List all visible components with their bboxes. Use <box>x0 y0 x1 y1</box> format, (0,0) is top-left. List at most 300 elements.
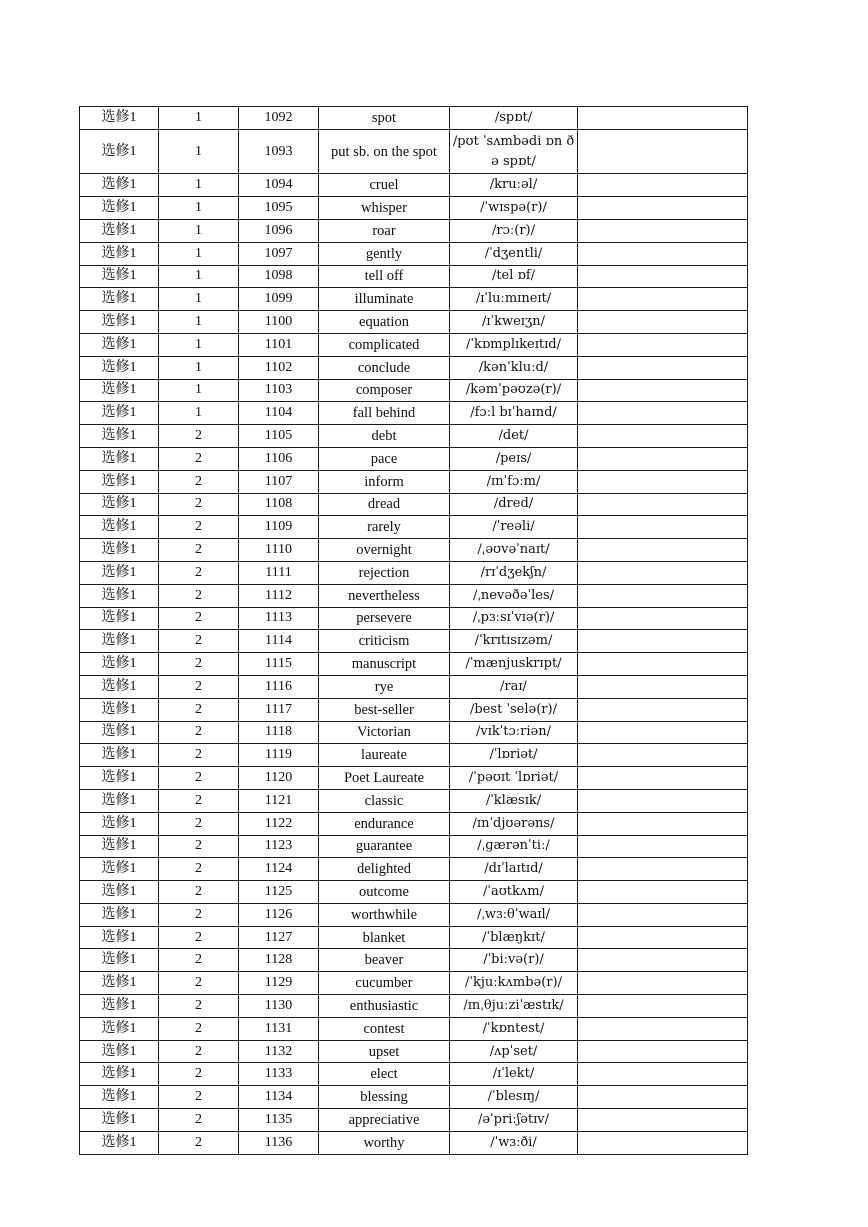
word-cell: enthusiastic <box>319 995 450 1018</box>
table-row <box>80 1017 748 1040</box>
table-row <box>80 698 748 721</box>
table-row <box>80 653 748 676</box>
entry-number-cell: 1107 <box>239 470 319 493</box>
unit-cell: 2 <box>159 653 239 676</box>
book-cell: 选修1 <box>80 881 159 904</box>
blank-cell <box>578 926 748 949</box>
unit-cell: 2 <box>159 1131 239 1154</box>
word-cell: upset <box>319 1040 450 1063</box>
word-cell: guarantee <box>319 835 450 858</box>
blank-cell <box>578 653 748 676</box>
unit-cell: 2 <box>159 698 239 721</box>
table-row <box>80 1109 748 1132</box>
phonetic-cell: /ɪnˈfɔːm/ <box>450 470 578 493</box>
blank-cell <box>578 949 748 972</box>
entry-number-cell: 1125 <box>239 881 319 904</box>
entry-number-cell: 1096 <box>239 219 319 242</box>
entry-number-cell: 1114 <box>239 630 319 653</box>
table-row <box>80 1040 748 1063</box>
unit-cell: 2 <box>159 584 239 607</box>
book-cell: 选修1 <box>80 607 159 630</box>
book-cell: 选修1 <box>80 516 159 539</box>
phonetic-cell: /ˈwɪspə(r)/ <box>450 197 578 220</box>
unit-cell: 2 <box>159 607 239 630</box>
entry-number-cell: 1122 <box>239 812 319 835</box>
unit-cell: 1 <box>159 174 239 197</box>
word-cell: outcome <box>319 881 450 904</box>
word-cell: spot <box>319 107 450 130</box>
entry-number-cell: 1104 <box>239 402 319 425</box>
book-cell: 选修1 <box>80 949 159 972</box>
word-cell: laureate <box>319 744 450 767</box>
book-cell: 选修1 <box>80 972 159 995</box>
phonetic-cell: /fɔːl bɪˈhaɪnd/ <box>450 402 578 425</box>
phonetic-cell: /det/ <box>450 425 578 448</box>
entry-number-cell: 1097 <box>239 242 319 265</box>
phonetic-cell: /ˈkjuːkʌmbə(r)/ <box>450 972 578 995</box>
blank-cell <box>578 1131 748 1154</box>
table-row <box>80 174 748 197</box>
word-cell: put sb. on the spot <box>319 129 450 174</box>
word-cell: blessing <box>319 1086 450 1109</box>
phonetic-cell: /ˌɡærənˈtiː/ <box>450 835 578 858</box>
table-row <box>80 493 748 516</box>
phonetic-cell: /ˈbiːvə(r)/ <box>450 949 578 972</box>
table-row <box>80 721 748 744</box>
table-row <box>80 197 748 220</box>
blank-cell <box>578 333 748 356</box>
phonetic-cell: /ˈmænjuskrɪpt/ <box>450 653 578 676</box>
blank-cell <box>578 561 748 584</box>
entry-number-cell: 1134 <box>239 1086 319 1109</box>
phonetic-cell: /ˌpɜːsɪˈvɪə(r)/ <box>450 607 578 630</box>
book-cell: 选修1 <box>80 630 159 653</box>
entry-number-cell: 1126 <box>239 903 319 926</box>
unit-cell: 1 <box>159 402 239 425</box>
entry-number-cell: 1116 <box>239 675 319 698</box>
phonetic-cell: /ˈlɒriət/ <box>450 744 578 767</box>
word-cell: appreciative <box>319 1109 450 1132</box>
unit-cell: 1 <box>159 219 239 242</box>
table-row <box>80 675 748 698</box>
word-cell: worthy <box>319 1131 450 1154</box>
book-cell: 选修1 <box>80 1017 159 1040</box>
phonetic-cell: /ˈkɒmplɪkeɪtɪd/ <box>450 333 578 356</box>
entry-number-cell: 1106 <box>239 447 319 470</box>
entry-number-cell: 1105 <box>239 425 319 448</box>
table-row <box>80 1131 748 1154</box>
table-row <box>80 288 748 311</box>
unit-cell: 2 <box>159 1086 239 1109</box>
word-cell: persevere <box>319 607 450 630</box>
entry-number-cell: 1130 <box>239 995 319 1018</box>
blank-cell <box>578 835 748 858</box>
book-cell: 选修1 <box>80 447 159 470</box>
table-row <box>80 835 748 858</box>
word-cell: illuminate <box>319 288 450 311</box>
blank-cell <box>578 447 748 470</box>
phonetic-cell: /ˈwɜːði/ <box>450 1131 578 1154</box>
table-row <box>80 516 748 539</box>
entry-number-cell: 1123 <box>239 835 319 858</box>
phonetic-cell: /ɪˈkweɪʒn/ <box>450 311 578 334</box>
book-cell: 选修1 <box>80 858 159 881</box>
unit-cell: 1 <box>159 197 239 220</box>
blank-cell <box>578 493 748 516</box>
blank-cell <box>578 219 748 242</box>
entry-number-cell: 1095 <box>239 197 319 220</box>
blank-cell <box>578 197 748 220</box>
phonetic-cell: /peɪs/ <box>450 447 578 470</box>
entry-number-cell: 1109 <box>239 516 319 539</box>
phonetic-cell: /best ˈselə(r)/ <box>450 698 578 721</box>
unit-cell: 1 <box>159 333 239 356</box>
table-row <box>80 972 748 995</box>
blank-cell <box>578 744 748 767</box>
entry-number-cell: 1115 <box>239 653 319 676</box>
entry-number-cell: 1098 <box>239 265 319 288</box>
blank-cell <box>578 630 748 653</box>
unit-cell: 2 <box>159 425 239 448</box>
entry-number-cell: 1101 <box>239 333 319 356</box>
word-cell: elect <box>319 1063 450 1086</box>
word-cell: inform <box>319 470 450 493</box>
table-row <box>80 311 748 334</box>
blank-cell <box>578 107 748 130</box>
word-cell: best-seller <box>319 698 450 721</box>
entry-number-cell: 1110 <box>239 539 319 562</box>
word-cell: complicated <box>319 333 450 356</box>
phonetic-cell: /kruːəl/ <box>450 174 578 197</box>
entry-number-cell: 1092 <box>239 107 319 130</box>
unit-cell: 1 <box>159 311 239 334</box>
entry-number-cell: 1136 <box>239 1131 319 1154</box>
unit-cell: 2 <box>159 789 239 812</box>
book-cell: 选修1 <box>80 789 159 812</box>
phonetic-cell: /ˈkɒntest/ <box>450 1017 578 1040</box>
unit-cell: 2 <box>159 995 239 1018</box>
word-cell: tell off <box>319 265 450 288</box>
blank-cell <box>578 311 748 334</box>
phonetic-cell: /ˈblesɪŋ/ <box>450 1086 578 1109</box>
entry-number-cell: 1112 <box>239 584 319 607</box>
table-row <box>80 356 748 379</box>
entry-number-cell: 1118 <box>239 721 319 744</box>
table-row <box>80 858 748 881</box>
entry-number-cell: 1132 <box>239 1040 319 1063</box>
entry-number-cell: 1094 <box>239 174 319 197</box>
book-cell: 选修1 <box>80 835 159 858</box>
blank-cell <box>578 607 748 630</box>
phonetic-cell: /vɪkˈtɔːriən/ <box>450 721 578 744</box>
unit-cell: 2 <box>159 447 239 470</box>
book-cell: 选修1 <box>80 470 159 493</box>
table-row <box>80 425 748 448</box>
book-cell: 选修1 <box>80 1063 159 1086</box>
vocabulary-table-body <box>80 107 748 1155</box>
phonetic-cell: /ɪˈlekt/ <box>450 1063 578 1086</box>
table-row <box>80 744 748 767</box>
word-cell: cucumber <box>319 972 450 995</box>
word-cell: cruel <box>319 174 450 197</box>
entry-number-cell: 1103 <box>239 379 319 402</box>
blank-cell <box>578 903 748 926</box>
entry-number-cell: 1113 <box>239 607 319 630</box>
word-cell: criticism <box>319 630 450 653</box>
book-cell: 选修1 <box>80 767 159 790</box>
word-cell: contest <box>319 1017 450 1040</box>
book-cell: 选修1 <box>80 379 159 402</box>
blank-cell <box>578 721 748 744</box>
phonetic-cell: /ɪnˌθjuːziˈæstɪk/ <box>450 995 578 1018</box>
unit-cell: 2 <box>159 675 239 698</box>
blank-cell <box>578 174 748 197</box>
word-cell: gently <box>319 242 450 265</box>
word-cell: rejection <box>319 561 450 584</box>
unit-cell: 2 <box>159 561 239 584</box>
unit-cell: 2 <box>159 1063 239 1086</box>
book-cell: 选修1 <box>80 903 159 926</box>
book-cell: 选修1 <box>80 539 159 562</box>
phonetic-cell: /ˈkrɪtɪsɪzəm/ <box>450 630 578 653</box>
word-cell: equation <box>319 311 450 334</box>
phonetic-cell: /ɪnˈdjʊərəns/ <box>450 812 578 835</box>
phonetic-cell: /tel ɒf/ <box>450 265 578 288</box>
blank-cell <box>578 972 748 995</box>
phonetic-cell: /ˈpəʊɪt ˈlɒriət/ <box>450 767 578 790</box>
blank-cell <box>578 470 748 493</box>
table-row <box>80 219 748 242</box>
blank-cell <box>578 1086 748 1109</box>
book-cell: 选修1 <box>80 995 159 1018</box>
book-cell: 选修1 <box>80 107 159 130</box>
book-cell: 选修1 <box>80 174 159 197</box>
unit-cell: 2 <box>159 835 239 858</box>
book-cell: 选修1 <box>80 698 159 721</box>
blank-cell <box>578 1063 748 1086</box>
blank-cell <box>578 425 748 448</box>
entry-number-cell: 1121 <box>239 789 319 812</box>
word-cell: manuscript <box>319 653 450 676</box>
phonetic-cell: /pʊt ˈsʌmbədi ɒn ð ə spɒt/ <box>450 129 578 174</box>
blank-cell <box>578 1017 748 1040</box>
phonetic-cell: /ˌəʊvəˈnaɪt/ <box>450 539 578 562</box>
phonetic-cell: /dred/ <box>450 493 578 516</box>
word-cell: endurance <box>319 812 450 835</box>
book-cell: 选修1 <box>80 333 159 356</box>
unit-cell: 1 <box>159 242 239 265</box>
phonetic-cell: /ˈreəli/ <box>450 516 578 539</box>
blank-cell <box>578 242 748 265</box>
entry-number-cell: 1120 <box>239 767 319 790</box>
unit-cell: 1 <box>159 265 239 288</box>
blank-cell <box>578 539 748 562</box>
book-cell: 选修1 <box>80 744 159 767</box>
book-cell: 选修1 <box>80 311 159 334</box>
entry-number-cell: 1100 <box>239 311 319 334</box>
word-cell: nevertheless <box>319 584 450 607</box>
unit-cell: 1 <box>159 288 239 311</box>
entry-number-cell: 1099 <box>239 288 319 311</box>
entry-number-cell: 1133 <box>239 1063 319 1086</box>
table-row <box>80 402 748 425</box>
blank-cell <box>578 379 748 402</box>
unit-cell: 1 <box>159 129 239 174</box>
table-row <box>80 242 748 265</box>
table-row <box>80 107 748 130</box>
phonetic-cell: /kəmˈpəʊzə(r)/ <box>450 379 578 402</box>
unit-cell: 2 <box>159 1109 239 1132</box>
phonetic-cell: /kənˈkluːd/ <box>450 356 578 379</box>
phonetic-cell: /dɪˈlaɪtɪd/ <box>450 858 578 881</box>
book-cell: 选修1 <box>80 425 159 448</box>
book-cell: 选修1 <box>80 584 159 607</box>
unit-cell: 2 <box>159 1040 239 1063</box>
word-cell: rarely <box>319 516 450 539</box>
unit-cell: 2 <box>159 470 239 493</box>
entry-number-cell: 1135 <box>239 1109 319 1132</box>
blank-cell <box>578 129 748 174</box>
table-row <box>80 584 748 607</box>
table-row <box>80 767 748 790</box>
phonetic-cell: /ˈblæŋkɪt/ <box>450 926 578 949</box>
entry-number-cell: 1102 <box>239 356 319 379</box>
entry-number-cell: 1129 <box>239 972 319 995</box>
book-cell: 选修1 <box>80 356 159 379</box>
entry-number-cell: 1111 <box>239 561 319 584</box>
word-cell: composer <box>319 379 450 402</box>
table-row <box>80 265 748 288</box>
book-cell: 选修1 <box>80 926 159 949</box>
table-row <box>80 903 748 926</box>
table-row <box>80 539 748 562</box>
blank-cell <box>578 1109 748 1132</box>
phonetic-cell: /əˈpriːʃətɪv/ <box>450 1109 578 1132</box>
phonetic-cell: /ˈdʒentli/ <box>450 242 578 265</box>
table-row <box>80 1063 748 1086</box>
blank-cell <box>578 584 748 607</box>
table-row <box>80 333 748 356</box>
blank-cell <box>578 288 748 311</box>
unit-cell: 2 <box>159 767 239 790</box>
unit-cell: 2 <box>159 630 239 653</box>
entry-number-cell: 1093 <box>239 129 319 174</box>
word-cell: conclude <box>319 356 450 379</box>
phonetic-cell: /rɪˈdʒekʃn/ <box>450 561 578 584</box>
book-cell: 选修1 <box>80 675 159 698</box>
table-row <box>80 789 748 812</box>
book-cell: 选修1 <box>80 493 159 516</box>
book-cell: 选修1 <box>80 1086 159 1109</box>
unit-cell: 2 <box>159 926 239 949</box>
book-cell: 选修1 <box>80 219 159 242</box>
phonetic-cell: /ˌwɜːθˈwaɪl/ <box>450 903 578 926</box>
blank-cell <box>578 516 748 539</box>
blank-cell <box>578 402 748 425</box>
phonetic-cell: /ʌpˈset/ <box>450 1040 578 1063</box>
unit-cell: 2 <box>159 539 239 562</box>
word-cell: worthwhile <box>319 903 450 926</box>
word-cell: Poet Laureate <box>319 767 450 790</box>
table-row <box>80 470 748 493</box>
book-cell: 选修1 <box>80 288 159 311</box>
table-row <box>80 995 748 1018</box>
entry-number-cell: 1124 <box>239 858 319 881</box>
book-cell: 选修1 <box>80 1109 159 1132</box>
table-row <box>80 607 748 630</box>
table-row <box>80 630 748 653</box>
table-row <box>80 561 748 584</box>
blank-cell <box>578 265 748 288</box>
table-row <box>80 812 748 835</box>
word-cell: blanket <box>319 926 450 949</box>
unit-cell: 2 <box>159 881 239 904</box>
unit-cell: 2 <box>159 721 239 744</box>
word-cell: fall behind <box>319 402 450 425</box>
unit-cell: 2 <box>159 812 239 835</box>
unit-cell: 2 <box>159 949 239 972</box>
book-cell: 选修1 <box>80 129 159 174</box>
blank-cell <box>578 675 748 698</box>
entry-number-cell: 1108 <box>239 493 319 516</box>
book-cell: 选修1 <box>80 653 159 676</box>
blank-cell <box>578 698 748 721</box>
word-cell: delighted <box>319 858 450 881</box>
vocabulary-table <box>79 106 748 1155</box>
word-cell: overnight <box>319 539 450 562</box>
blank-cell <box>578 1040 748 1063</box>
entry-number-cell: 1119 <box>239 744 319 767</box>
phonetic-cell: /ɪˈluːmɪneɪt/ <box>450 288 578 311</box>
unit-cell: 2 <box>159 858 239 881</box>
word-cell: classic <box>319 789 450 812</box>
table-row <box>80 949 748 972</box>
blank-cell <box>578 858 748 881</box>
unit-cell: 2 <box>159 903 239 926</box>
book-cell: 选修1 <box>80 197 159 220</box>
entry-number-cell: 1128 <box>239 949 319 972</box>
blank-cell <box>578 789 748 812</box>
table-row <box>80 447 748 470</box>
book-cell: 选修1 <box>80 1131 159 1154</box>
book-cell: 选修1 <box>80 402 159 425</box>
book-cell: 选修1 <box>80 721 159 744</box>
word-cell: roar <box>319 219 450 242</box>
unit-cell: 2 <box>159 516 239 539</box>
unit-cell: 2 <box>159 1017 239 1040</box>
phonetic-cell: /rɔː(r)/ <box>450 219 578 242</box>
word-cell: pace <box>319 447 450 470</box>
unit-cell: 1 <box>159 107 239 130</box>
table-row <box>80 881 748 904</box>
unit-cell: 1 <box>159 356 239 379</box>
word-cell: whisper <box>319 197 450 220</box>
word-cell: dread <box>319 493 450 516</box>
word-cell: Victorian <box>319 721 450 744</box>
entry-number-cell: 1127 <box>239 926 319 949</box>
blank-cell <box>578 356 748 379</box>
phonetic-cell: /raɪ/ <box>450 675 578 698</box>
blank-cell <box>578 767 748 790</box>
book-cell: 选修1 <box>80 1040 159 1063</box>
phonetic-cell: /ˈklæsɪk/ <box>450 789 578 812</box>
book-cell: 选修1 <box>80 812 159 835</box>
phonetic-cell: /spɒt/ <box>450 107 578 130</box>
book-cell: 选修1 <box>80 265 159 288</box>
unit-cell: 1 <box>159 379 239 402</box>
unit-cell: 2 <box>159 493 239 516</box>
entry-number-cell: 1131 <box>239 1017 319 1040</box>
